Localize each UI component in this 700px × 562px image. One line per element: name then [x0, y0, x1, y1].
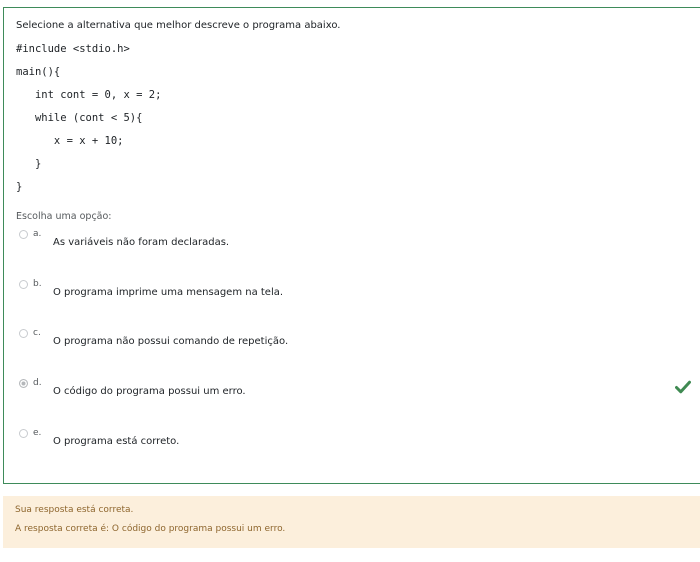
radio-button-a[interactable] — [19, 230, 28, 239]
feedback-status: Sua resposta está correta. — [15, 505, 134, 515]
question-card — [3, 7, 700, 484]
option-text[interactable]: O programa está correto. — [53, 436, 180, 447]
option-d[interactable] — [4, 379, 700, 409]
radio-button-b[interactable] — [19, 280, 28, 289]
option-e[interactable] — [4, 429, 700, 459]
code-line: } — [16, 181, 23, 193]
radio-button-e[interactable] — [19, 429, 28, 438]
question-prompt: Selecione a alternativa que melhor descreve o programa abaixo. — [16, 20, 341, 31]
option-letter: d. — [33, 378, 42, 388]
code-line: main(){ — [16, 66, 61, 78]
check-icon — [675, 380, 691, 394]
option-a[interactable] — [4, 230, 700, 260]
option-text[interactable]: O programa imprime uma mensagem na tela. — [53, 287, 284, 298]
code-line: int cont = 0, x = 2; — [16, 89, 162, 101]
option-text[interactable]: O código do programa possui um erro. — [53, 386, 246, 397]
option-letter: a. — [33, 229, 42, 239]
radio-button-c[interactable] — [19, 329, 28, 338]
option-letter: c. — [33, 328, 41, 338]
option-text[interactable]: O programa não possui comando de repetição. — [53, 336, 289, 347]
feedback-panel — [3, 496, 700, 548]
choose-option-label: Escolha uma opção: — [16, 211, 112, 222]
code-line: x = x + 10; — [16, 135, 124, 147]
correct-answer-text: A resposta correta é: O código do programa possui um erro. — [15, 524, 286, 534]
option-c[interactable] — [4, 329, 700, 359]
option-letter: e. — [33, 428, 42, 438]
code-line: #include <stdio.h> — [16, 43, 130, 55]
code-line: while (cont < 5){ — [16, 112, 143, 124]
option-letter: b. — [33, 279, 42, 289]
radio-button-d-selected[interactable] — [19, 379, 28, 388]
option-text[interactable]: As variáveis não foram declaradas. — [53, 237, 230, 248]
code-line: } — [16, 158, 42, 170]
option-b[interactable] — [4, 280, 700, 310]
